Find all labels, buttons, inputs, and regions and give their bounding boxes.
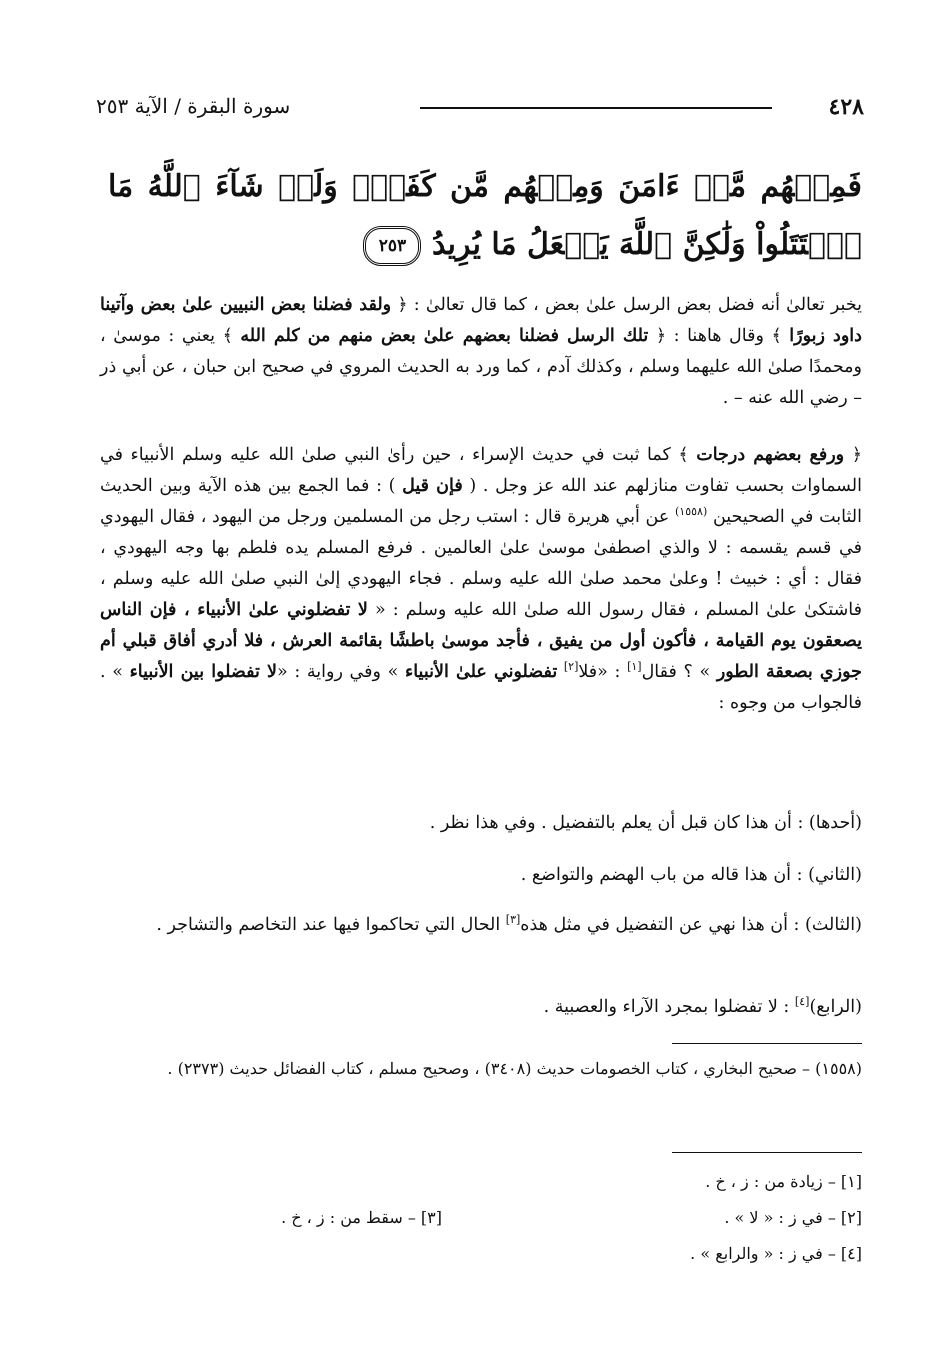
note-2: [٢] – في ز : « لا » . bbox=[724, 1208, 862, 1227]
p2-quote-5: لا تفضلوا بين الأنبياء bbox=[129, 662, 277, 682]
page-number: ٤٢٨ bbox=[828, 94, 864, 120]
p2-bracket: ﴿ bbox=[851, 445, 862, 465]
p1-text-3: ﴾ يعني : موسىٰ ، ومحمدًا صلىٰ الله عليهما وسلم ، وكذلك آدم ، كما ورد به الحديث المروي في صحيح ابن حبان ، عن أبي ذر – رضي الله عنه – . bbox=[100, 326, 862, 408]
note-1: [١] – زيادة من : ز ، خ . bbox=[705, 1172, 862, 1191]
footnote-1558: (١٥٥٨) – صحيح البخاري ، كتاب الخصومات حديث (٣٤٠٨) ، وصحيح مسلم ، كتاب الفضائل حديث (٢٣٧٣) . bbox=[167, 1059, 862, 1078]
p1-quote-2: تلك الرسل فضلنا بعضهم علىٰ بعض منهم من كلم الله bbox=[240, 326, 649, 346]
editor-notes-column-left bbox=[142, 1200, 442, 1236]
running-header bbox=[96, 94, 864, 122]
p2-text-5: : «فلا bbox=[578, 662, 621, 682]
note-ref-4: [٤] bbox=[794, 995, 810, 1009]
surah-reference: سورة البقرة / الآية ٢٥٣ bbox=[96, 94, 291, 118]
footnote-ref-1558: (١٥٥٨) bbox=[675, 505, 708, 519]
answer-3-text-a: (الثالث) : أن هذا نهي عن التفضيل في مثل هذه bbox=[520, 915, 862, 935]
answer-4-text: : لا تفضلوا بمجرد الآراء والعصبية . bbox=[543, 997, 790, 1017]
header-rule bbox=[420, 107, 772, 109]
note-4: [٤] – في ز : « والرابع » . bbox=[690, 1244, 862, 1263]
notes-separator bbox=[672, 1152, 862, 1153]
answer-1: (أحدها) : أن هذا كان قبل أن يعلم بالتفضيل . وفي هذا نظر . bbox=[429, 813, 862, 833]
p1-quote-1: ولقد فضلنا بعض النبيين علىٰ بعض وآتينا داود زبورًا bbox=[100, 295, 862, 346]
answer-3-text-b: الحال التي تحاكموا فيها عند التخاصم والتشاجر . bbox=[156, 915, 501, 935]
answer-4-label: (الرابع) bbox=[809, 997, 862, 1017]
paragraph-1 bbox=[100, 290, 862, 414]
note-ref-1: [١] bbox=[627, 660, 642, 674]
paragraph-2 bbox=[100, 440, 862, 719]
footnote-separator bbox=[672, 1043, 862, 1044]
note-3: [٣] – سقط من : ز ، خ . bbox=[281, 1208, 442, 1227]
ayah-number-marker: ٢٥٣ bbox=[363, 226, 421, 266]
p2-text-7: » . فالجواب من وجوه : bbox=[100, 662, 862, 713]
p2-quote-2: فإن قيل bbox=[402, 476, 463, 496]
p2-text-6: » وفي رواية : « bbox=[277, 662, 399, 682]
answer-2: (الثاني) : أن هذا قاله من باب الهضم والتواضع . bbox=[520, 865, 862, 885]
p2-quote-1: ورفع بعضهم درجات bbox=[696, 445, 845, 465]
editor-notes-column-right bbox=[542, 1164, 862, 1272]
p2-quote-4: تفضلوني علىٰ الأنبياء bbox=[404, 662, 558, 682]
p2-text-3: عن أبي هريرة قال : استب رجل من المسلمين ورجل من اليهود ، فقال اليهودي في قسم يقسمه : لا والذي اصطفىٰ موسىٰ علىٰ العالمين . فرفع المسلم يده فلطم بها وجه اليهودي ، فقال : أي : خبيث ! وعلىٰ محمد صلىٰ الله عليه وسلم . فجاء اليهودي إلىٰ النبي صلىٰ الله عليه وسلم ، فاشتكىٰ علىٰ المسلم ، فقال رسول الله صلىٰ الله عليه وسلم : « bbox=[100, 507, 862, 620]
answer-4 bbox=[100, 990, 862, 1024]
p1-text-2: ﴾ وقال هاهنا : ﴿ bbox=[655, 326, 782, 346]
p1-text-1: يخبر تعالىٰ أنه فضل بعض الرسل علىٰ بعض ، كما قال تعالىٰ : ﴿ bbox=[397, 295, 862, 315]
p2-text-4: » ؟ فقال bbox=[641, 662, 711, 682]
note-ref-3: [٣] bbox=[505, 913, 521, 927]
verse-text: فَمِنۡهُم مَّنۡ ءَامَنَ وَمِنۡهُم مَّن كَفَرَۚ وَلَوۡ شَآءَ ٱللَّهُ مَا ٱقۡتَتَلُواْ وَلَٰكِنَّ ٱللَّهَ يَفۡعَلُ مَا يُرِيدُ bbox=[108, 169, 862, 262]
answer-3 bbox=[100, 908, 862, 942]
quran-verse bbox=[108, 158, 862, 274]
note-ref-2: [٢] bbox=[563, 660, 579, 674]
p2-text-2: ) : فما الجمع بين هذه الآية وبين الحديث الثابت في الصحيحين bbox=[100, 476, 862, 527]
p2-quote-3: لا تفضلوني علىٰ الأنبياء ، فإن الناس يصعقون يوم القيامة ، فأكون أول من يفيق ، فأجد موسىٰ باطشًا بقائمة العرش ، فلا أدري أفاق قبلي أم جوزي بصعقة الطور bbox=[100, 600, 862, 682]
p2-text-1: ﴾ كما ثبت في حديث الإسراء ، حين رأىٰ النبي صلىٰ الله عليه وسلم الأنبياء في السماوات بحسب تفاوت منازلهم عند الله عز وجل . ( bbox=[100, 445, 862, 496]
